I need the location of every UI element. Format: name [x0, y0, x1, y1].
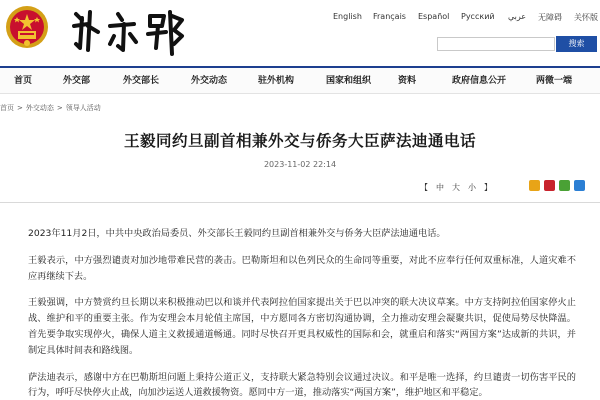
main-nav	[0, 66, 600, 94]
accessibility-link[interactable]: 无障碍	[538, 13, 562, 22]
nav-item-gov-info[interactable]: 政府信息公开	[452, 76, 507, 86]
content-divider	[0, 202, 600, 203]
search-button[interactable]: 搜索	[556, 36, 597, 52]
nav-item-home[interactable]: 首页	[14, 76, 33, 86]
breadcrumb-diplomatic-news[interactable]: 外交动态	[25, 104, 54, 112]
breadcrumb-separator: >	[17, 104, 23, 112]
nav-item-ministry[interactable]: 外交部	[63, 76, 91, 86]
national-emblem-icon[interactable]	[5, 5, 49, 49]
lang-spanish-link[interactable]: Español	[418, 12, 450, 21]
breadcrumb-leaders[interactable]: 领导人活动	[65, 104, 101, 112]
font-size-small[interactable]: 小	[468, 183, 476, 192]
font-size-large[interactable]: 大	[452, 183, 460, 192]
breadcrumb	[0, 103, 101, 113]
nav-item-missions[interactable]: 驻外机构	[258, 76, 295, 86]
font-size-medium[interactable]: 中	[436, 183, 444, 192]
lang-russian-link[interactable]: Русский	[461, 12, 495, 21]
lang-arabic-link[interactable]: عربي	[508, 12, 527, 21]
bracket-close: 】	[484, 183, 492, 192]
nav-item-social-media[interactable]: 两微一端	[536, 76, 573, 86]
nav-item-diplomatic-news[interactable]: 外交动态	[191, 76, 228, 86]
site-header	[0, 0, 600, 66]
nav-item-countries[interactable]: 国家和组织	[326, 76, 372, 86]
qzone-share-icon[interactable]	[574, 180, 585, 191]
article-paragraph: 2023年11月2日，中共中央政治局委员、外交部长王毅同约旦副首相兼外交与侨务大臣萨法迪通电话。	[28, 228, 446, 239]
nav-item-resources[interactable]: 资料	[398, 76, 417, 86]
nav-item-minister[interactable]: 外交部长	[123, 76, 160, 86]
article-paragraph: 王毅表示，中方强烈谴责对加沙地带难民营的袭击。巴勒斯坦和以色列民众的生命同等重要，对此不应奉行任何双重标准，人道灾难不应再继续下去。	[28, 254, 576, 282]
breadcrumb-separator: >	[56, 104, 63, 112]
ministry-calligraphy-logo[interactable]	[68, 4, 188, 60]
article-date: 2023-11-02 22:14	[263, 160, 337, 169]
breadcrumb-home[interactable]: 首页	[0, 104, 14, 112]
article-paragraph: 王毅强调，中方赞赏约旦长期以来积极推动巴以和谈并代表阿拉伯国家提出关于巴以冲突的联大决议草案。中方支持阿拉伯国家停火止战、维护和平的重要主张。作为安理会本月轮值主席国，中方愿同各方密切沟通协调，全力推动安理会凝聚共识，促使局势尽快降温。首先要争取实现停火，确保人道主义救援通道畅通。同时尽快召开更具权威性的国际和会，就重启和落实“两国方案”达成新的共识，并制定具体时间表和路线图。	[28, 297, 576, 356]
lang-english-link[interactable]: English	[333, 12, 362, 21]
search-input[interactable]	[437, 37, 555, 51]
article-title: 王毅同约旦副首相兼外交与侨务大臣萨法迪通电话	[123, 132, 476, 150]
lang-french-link[interactable]: Français	[373, 12, 406, 21]
bracket-open: 【	[420, 183, 428, 192]
article-body	[28, 226, 576, 400]
elderly-care-link[interactable]: 关怀版	[574, 13, 598, 22]
print-icon[interactable]	[529, 180, 540, 191]
weibo-share-icon[interactable]	[544, 180, 555, 191]
font-size-selector	[420, 182, 500, 193]
wechat-share-icon[interactable]	[559, 180, 570, 191]
article-paragraph: 萨法迪表示，感谢中方在巴勒斯坦问题上秉持公道正义，支持联大紧急特别会议通过决议。和平是唯一选择，约旦谴责一切伤害平民的行为，呼吁尽快停火止战，向加沙运送人道救援物资。愿同中方一道，推动落实“两国方案”，维护地区和平稳定。	[28, 371, 576, 399]
